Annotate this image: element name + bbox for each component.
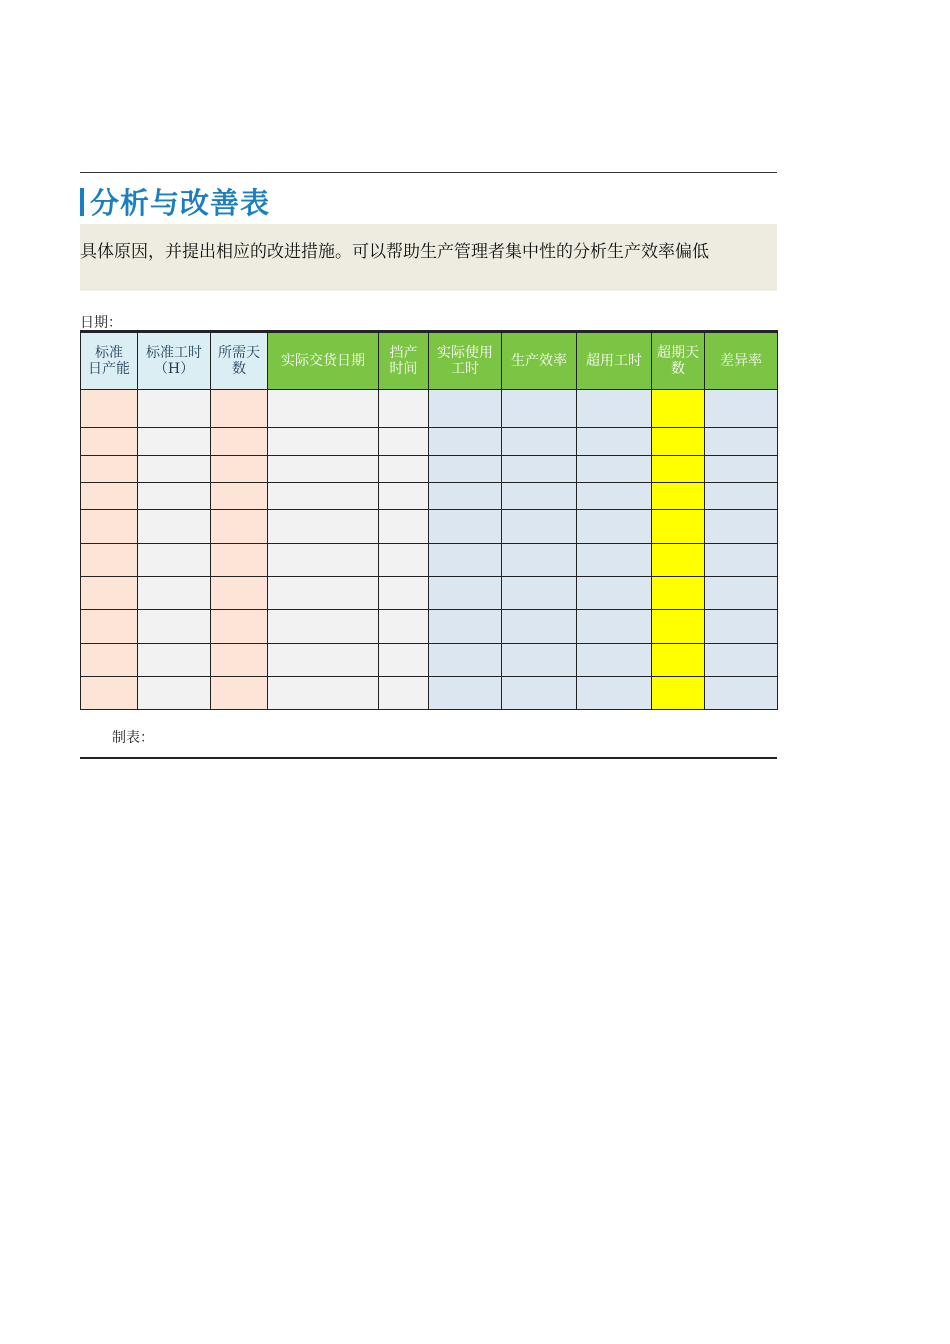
table-cell[interactable] bbox=[268, 510, 379, 544]
description-box bbox=[80, 224, 777, 291]
table-row bbox=[81, 483, 778, 510]
table-cell[interactable] bbox=[429, 677, 502, 710]
table-cell[interactable] bbox=[268, 428, 379, 456]
table-cell[interactable] bbox=[577, 644, 652, 677]
table-cell[interactable] bbox=[138, 644, 211, 677]
table-cell[interactable] bbox=[502, 390, 577, 428]
table-cell[interactable] bbox=[81, 677, 138, 710]
analysis-table bbox=[80, 330, 778, 710]
table-cell[interactable] bbox=[379, 677, 429, 710]
table-cell[interactable] bbox=[211, 610, 268, 644]
table-cell[interactable] bbox=[652, 428, 705, 456]
table-cell[interactable] bbox=[268, 610, 379, 644]
table-cell[interactable] bbox=[429, 510, 502, 544]
table-cell[interactable] bbox=[81, 428, 138, 456]
table-cell[interactable] bbox=[705, 390, 778, 428]
table-row bbox=[81, 510, 778, 544]
table-cell[interactable] bbox=[81, 510, 138, 544]
table-cell[interactable] bbox=[429, 610, 502, 644]
table-cell[interactable] bbox=[705, 577, 778, 610]
table-cell[interactable] bbox=[502, 577, 577, 610]
table-cell[interactable] bbox=[211, 644, 268, 677]
table-cell[interactable] bbox=[379, 644, 429, 677]
table-cell[interactable] bbox=[705, 544, 778, 577]
table-cell[interactable] bbox=[211, 456, 268, 483]
table-cell[interactable] bbox=[577, 677, 652, 710]
table-cell[interactable] bbox=[211, 544, 268, 577]
table-cell[interactable] bbox=[577, 510, 652, 544]
table-row bbox=[81, 577, 778, 610]
table-cell[interactable] bbox=[268, 644, 379, 677]
table-cell[interactable] bbox=[138, 610, 211, 644]
table-cell[interactable] bbox=[652, 677, 705, 710]
table-cell[interactable] bbox=[652, 390, 705, 428]
page-title: 分析与改善表 bbox=[90, 186, 271, 220]
table-cell[interactable] bbox=[502, 428, 577, 456]
table-cell[interactable] bbox=[138, 677, 211, 710]
table-row bbox=[81, 390, 778, 428]
table-cell[interactable] bbox=[705, 428, 778, 456]
table-cell[interactable] bbox=[577, 456, 652, 483]
table-cell[interactable] bbox=[652, 644, 705, 677]
table-header bbox=[81, 332, 778, 390]
date-label: 日期： bbox=[80, 315, 122, 331]
table-row bbox=[81, 610, 778, 644]
table-cell[interactable] bbox=[652, 577, 705, 610]
table-cell[interactable] bbox=[502, 677, 577, 710]
column-header: 生产效率 bbox=[502, 332, 577, 390]
table-cell[interactable] bbox=[81, 456, 138, 483]
table-row bbox=[81, 677, 778, 710]
table-cell[interactable] bbox=[502, 510, 577, 544]
table-cell[interactable] bbox=[652, 456, 705, 483]
table-cell[interactable] bbox=[577, 544, 652, 577]
table-cell[interactable] bbox=[268, 483, 379, 510]
top-rule bbox=[80, 172, 777, 173]
table-cell[interactable] bbox=[429, 644, 502, 677]
bottom-rule bbox=[80, 757, 777, 759]
table-cell[interactable] bbox=[379, 610, 429, 644]
table-cell[interactable] bbox=[705, 610, 778, 644]
table-cell[interactable] bbox=[81, 644, 138, 677]
table-cell[interactable] bbox=[81, 544, 138, 577]
table-cell[interactable] bbox=[379, 456, 429, 483]
table-cell[interactable] bbox=[429, 390, 502, 428]
table-body bbox=[81, 390, 778, 710]
table-cell[interactable] bbox=[379, 544, 429, 577]
column-header: 挡产 时间 bbox=[379, 332, 429, 390]
table-cell[interactable] bbox=[379, 390, 429, 428]
table-cell[interactable] bbox=[652, 544, 705, 577]
table-cell[interactable] bbox=[138, 428, 211, 456]
table-row bbox=[81, 644, 778, 677]
table-cell[interactable] bbox=[268, 577, 379, 610]
table-cell[interactable] bbox=[211, 510, 268, 544]
column-header: 标准工时 （H） bbox=[138, 332, 211, 390]
table-cell[interactable] bbox=[379, 577, 429, 610]
column-header: 超用工时 bbox=[577, 332, 652, 390]
table-cell[interactable] bbox=[705, 456, 778, 483]
table-cell[interactable] bbox=[81, 610, 138, 644]
table-cell[interactable] bbox=[211, 677, 268, 710]
column-header: 所需天 数 bbox=[211, 332, 268, 390]
table-cell[interactable] bbox=[138, 390, 211, 428]
table-cell[interactable] bbox=[268, 677, 379, 710]
table-cell[interactable] bbox=[705, 644, 778, 677]
table-cell[interactable] bbox=[429, 428, 502, 456]
table-cell[interactable] bbox=[577, 610, 652, 644]
table-cell[interactable] bbox=[429, 577, 502, 610]
table-cell[interactable] bbox=[502, 610, 577, 644]
table-cell[interactable] bbox=[429, 544, 502, 577]
table-cell[interactable] bbox=[138, 483, 211, 510]
table-row bbox=[81, 544, 778, 577]
column-header: 超期天 数 bbox=[652, 332, 705, 390]
column-header: 差异率 bbox=[705, 332, 778, 390]
table-cell[interactable] bbox=[138, 577, 211, 610]
table-cell[interactable] bbox=[81, 483, 138, 510]
table-cell[interactable] bbox=[211, 577, 268, 610]
table-cell[interactable] bbox=[379, 428, 429, 456]
table-cell[interactable] bbox=[652, 483, 705, 510]
title-accent-bar bbox=[80, 188, 84, 216]
table-cell[interactable] bbox=[268, 544, 379, 577]
table-cell[interactable] bbox=[379, 483, 429, 510]
table-cell[interactable] bbox=[577, 428, 652, 456]
table-cell[interactable] bbox=[81, 577, 138, 610]
table-cell[interactable] bbox=[502, 644, 577, 677]
table-cell[interactable] bbox=[652, 510, 705, 544]
header-row bbox=[81, 332, 778, 390]
column-header: 实际交货日期 bbox=[268, 332, 379, 390]
table-row bbox=[81, 456, 778, 483]
table-cell[interactable] bbox=[577, 577, 652, 610]
table-cell[interactable] bbox=[652, 610, 705, 644]
table-row bbox=[81, 428, 778, 456]
table-cell[interactable] bbox=[429, 483, 502, 510]
table-cell[interactable] bbox=[211, 390, 268, 428]
column-header: 标准 日产能 bbox=[81, 332, 138, 390]
table-cell[interactable] bbox=[705, 483, 778, 510]
table-cell[interactable] bbox=[211, 428, 268, 456]
table-cell[interactable] bbox=[577, 483, 652, 510]
table-cell[interactable] bbox=[138, 510, 211, 544]
table-cell[interactable] bbox=[211, 483, 268, 510]
table-cell[interactable] bbox=[705, 510, 778, 544]
table-cell[interactable] bbox=[577, 390, 652, 428]
table-cell[interactable] bbox=[379, 510, 429, 544]
table-cell[interactable] bbox=[429, 456, 502, 483]
description-text: 具体原因，并提出相应的改进措施。可以帮助生产管理者集中性的分析生产效率偏低 bbox=[80, 242, 709, 262]
table-cell[interactable] bbox=[138, 456, 211, 483]
table-cell[interactable] bbox=[502, 544, 577, 577]
table-cell[interactable] bbox=[81, 390, 138, 428]
table-cell[interactable] bbox=[268, 390, 379, 428]
table-cell[interactable] bbox=[502, 456, 577, 483]
column-header: 实际使用 工时 bbox=[429, 332, 502, 390]
table-cell[interactable] bbox=[705, 677, 778, 710]
table-cell[interactable] bbox=[268, 456, 379, 483]
maker-label: 制表： bbox=[112, 730, 154, 746]
table-cell[interactable] bbox=[138, 544, 211, 577]
table-cell[interactable] bbox=[502, 483, 577, 510]
